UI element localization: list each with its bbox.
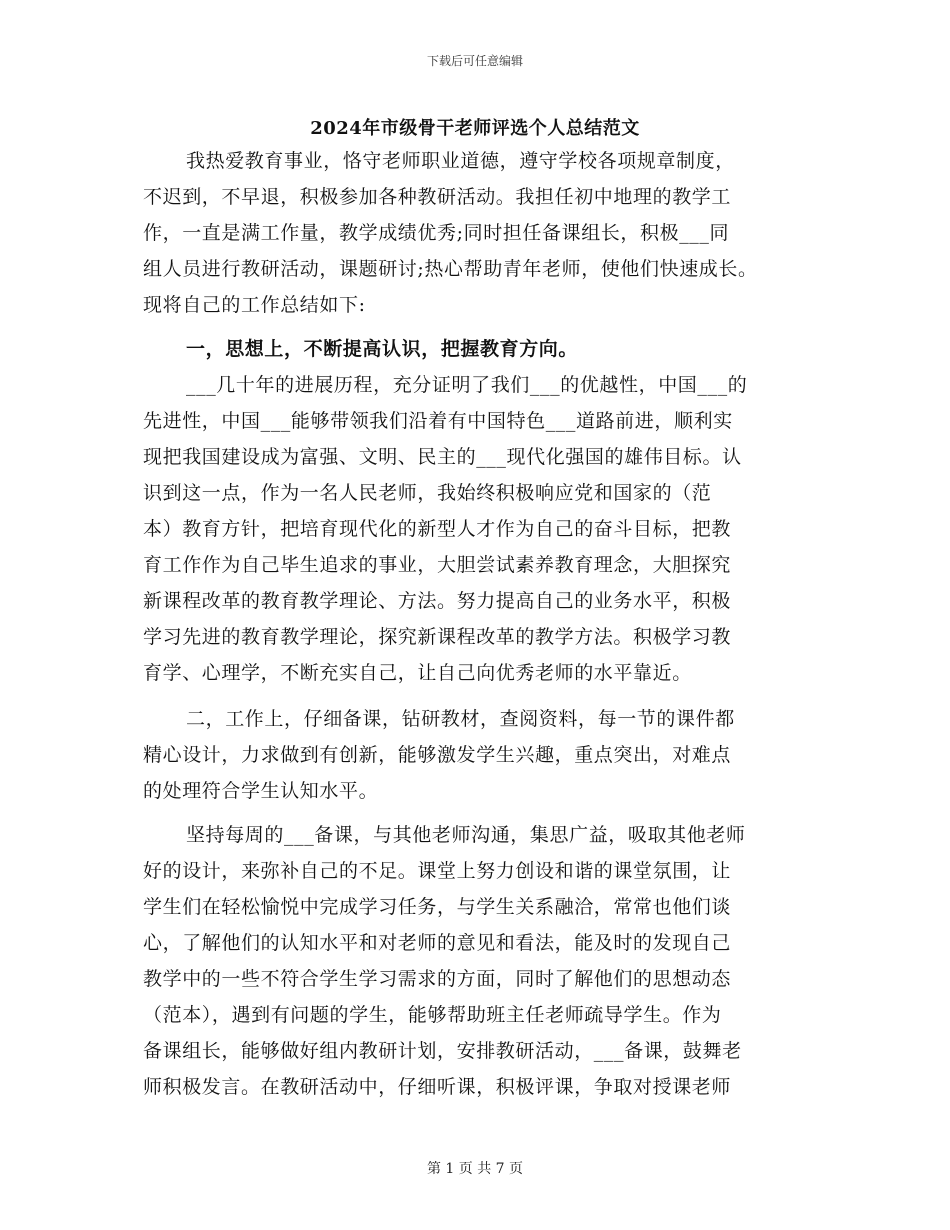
page-number: 第 1 页 共 7 页 (426, 1161, 524, 1177)
paragraph-line: 师积极发言。在教研活动中，仔细听课，积极评课，争取对授课老师 (143, 1076, 732, 1098)
paragraph-line: 心，了解他们的认知水平和对老师的意见和看法，能及时的发现自己 (143, 932, 732, 954)
paragraph-line: 二，工作上，仔细备课，钻研教材，查阅资料，每一节的课件都 (186, 708, 735, 730)
paragraph-line: 育工作作为自己毕生追求的事业，大胆尝试素养教育理念，大胆探究 (143, 554, 732, 576)
paragraph-line: 现把我国建设成为富强、文明、民主的___现代化强国的雄伟目标。认 (143, 446, 742, 468)
paragraph-line: 的处理符合学生认知水平。 (143, 780, 379, 802)
paragraph-line: 先进性，中国___能够带领我们沿着有中国特色___道路前进，顺利实 (143, 410, 733, 432)
paragraph-line: 好的设计，来弥补自己的不足。课堂上努力创设和谐的课堂氛围，让 (143, 860, 732, 882)
paragraph-line: 学生们在轻松愉悦中完成学习任务，与学生关系融洽，常常也他们谈 (143, 896, 732, 918)
paragraph-line: 不迟到，不早退，积极参加各种教研活动。我担任初中地理的教学工 (143, 186, 732, 208)
section-heading-1: 一，思想上，不断提高认识，把握教育方向。 (186, 338, 579, 360)
paragraph-line: 组人员进行教研活动，课题研讨;热心帮助青年老师，使他们快速成长。 (143, 258, 758, 280)
paragraph-line: 本）教育方针，把培育现代化的新型人才作为自己的奋斗目标，把教 (143, 518, 732, 540)
paragraph-line: 作，一直是满工作量，教学成绩优秀;同时担任备课组长，积极___同 (143, 222, 730, 244)
paragraph-line: 精心设计，力求做到有创新，能够激发学生兴趣，重点突出，对难点 (143, 744, 732, 766)
paragraph-line: 育学、心理学，不断充实自己，让自己向优秀老师的水平靠近。 (143, 662, 692, 684)
paragraph-line: 我热爱教育事业，恪守老师职业道德，遵守学校各项规章制度， (186, 150, 735, 172)
page-header-note: 下载后可任意编辑 (426, 54, 523, 68)
paragraph-line: 备课组长，能够做好组内教研计划，安排教研活动，___备课，鼓舞老 (143, 1040, 742, 1062)
paragraph-line: 教学中的一些不符合学生学习需求的方面，同时了解他们的思想动态 (143, 968, 732, 990)
paragraph-line: 现将自己的工作总结如下: (143, 294, 366, 316)
document-title: 2024年市级骨干老师评选个人总结范文 (310, 118, 640, 139)
paragraph-line: （范本），遇到有问题的学生，能够帮助班主任老师疏导学生。作为 (143, 1004, 722, 1026)
paragraph-line: 学习先进的教育教学理论，探究新课程改革的教学方法。积极学习教 (143, 626, 732, 648)
paragraph-line: 坚持每周的___备课，与其他老师沟通，集思广益，吸取其他老师 (186, 824, 746, 846)
paragraph-line: 新课程改革的教育教学理论、方法。努力提高自己的业务水平，积极 (143, 590, 732, 612)
paragraph-line: 识到这一点，作为一名人民老师，我始终积极响应党和国家的（范 (143, 482, 712, 504)
paragraph-line: ___几十年的进展历程，充分证明了我们___的优越性，中国___的 (186, 374, 748, 396)
